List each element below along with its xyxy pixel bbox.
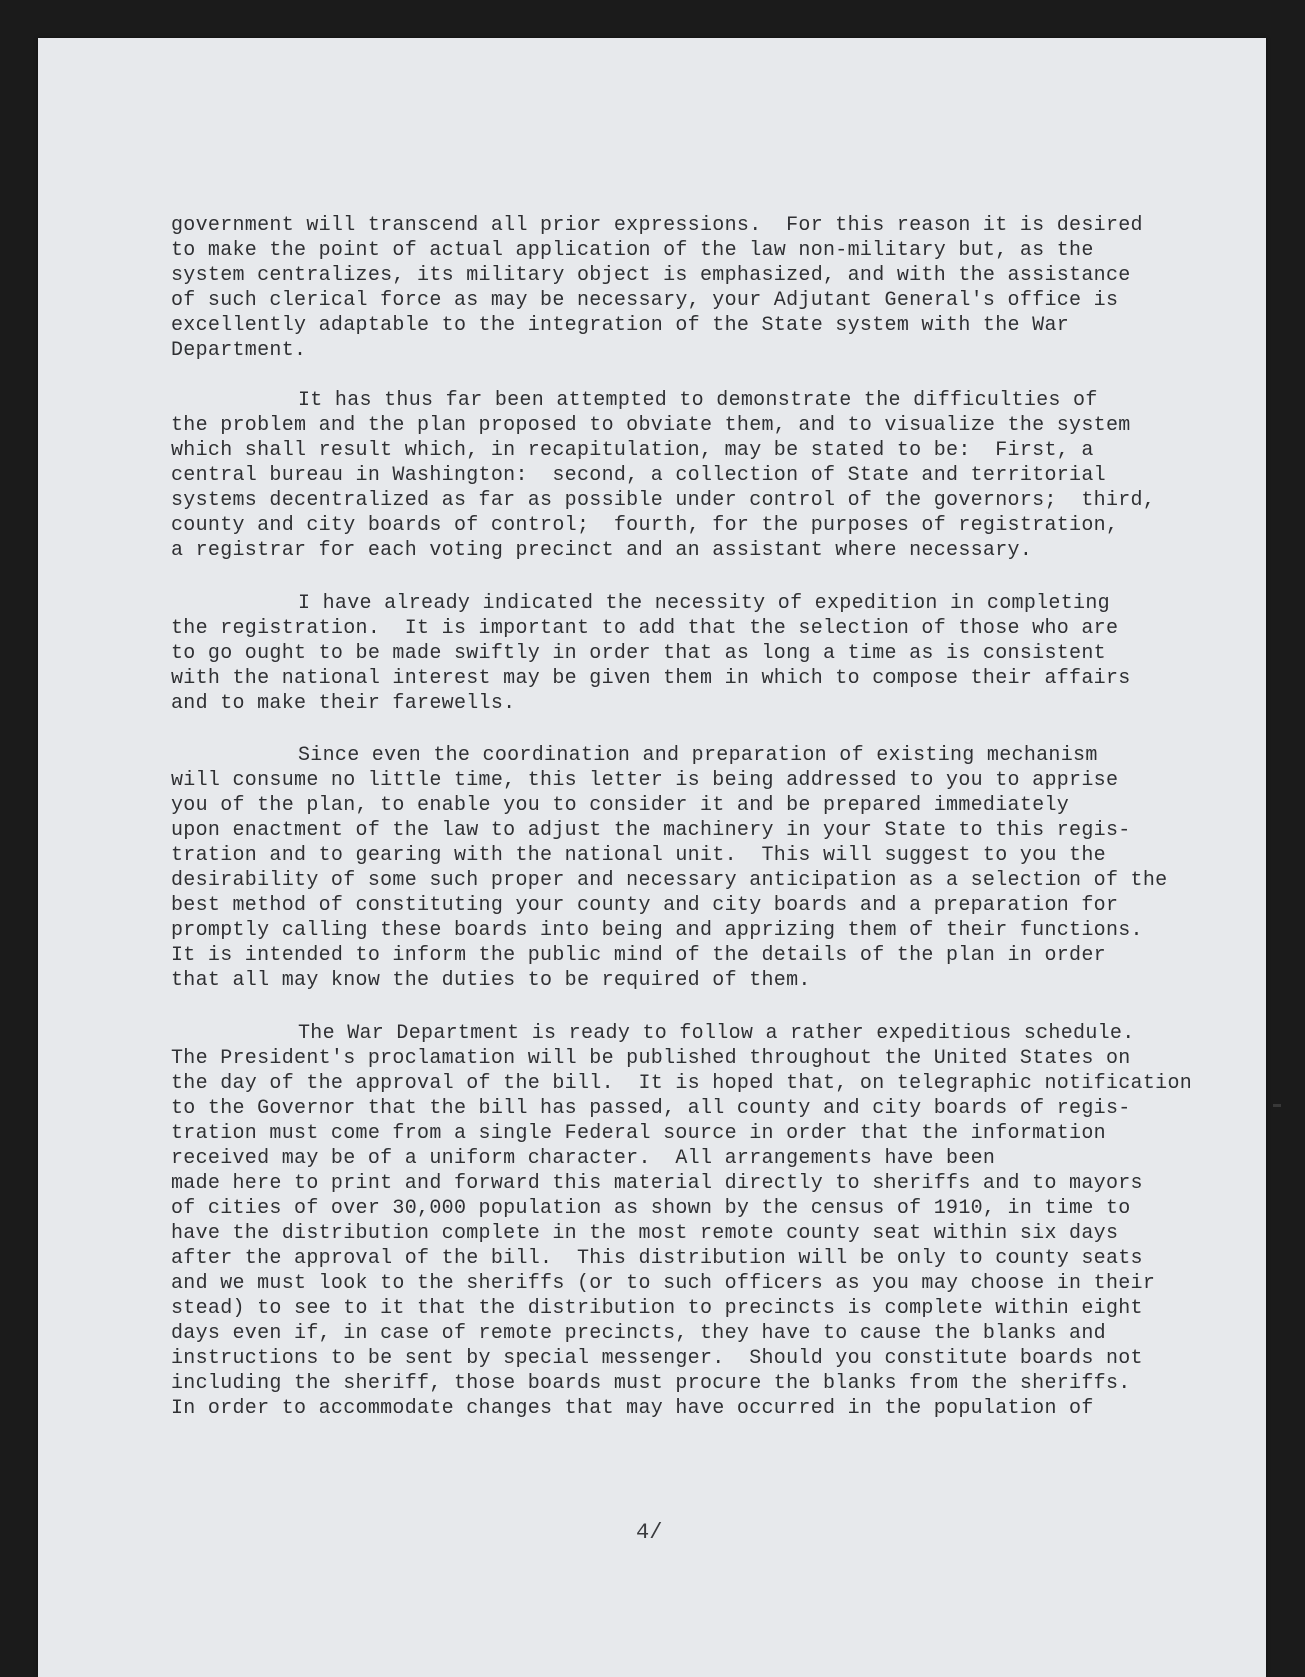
document-page bbox=[38, 38, 1266, 1677]
text-line: central bureau in Washington: second, a collection of State and territorial bbox=[171, 464, 1106, 487]
text-line: to go ought to be made swiftly in order that as long a time as is consistent bbox=[171, 642, 1106, 665]
text-line: county and city boards of control; fourth, for the purposes of registration, bbox=[171, 514, 1119, 537]
text-line: of cities of over 30,000 population as shown by the census of 1910, in time to bbox=[171, 1197, 1131, 1220]
text-line: Department. bbox=[171, 339, 307, 362]
text-line: stead) to see to it that the distribution to precincts is complete within eight bbox=[171, 1297, 1143, 1320]
text-line: made here to print and forward this material directly to sheriffs and to mayors bbox=[171, 1172, 1143, 1195]
text-line: received may be of a uniform character. All arrangements have been bbox=[171, 1147, 996, 1170]
text-line: Since even the coordination and preparation of existing mechanism bbox=[298, 744, 1098, 767]
text-line: The War Department is ready to follow a rather expeditious schedule. bbox=[298, 1022, 1135, 1045]
text-line: to make the point of actual application of the law non-military but, as the bbox=[171, 239, 1094, 262]
text-line: system centralizes, its military object is emphasized, and with the assistance bbox=[171, 264, 1131, 287]
page-number: 4/ bbox=[636, 1520, 663, 1545]
text-line: of such clerical force as may be necessary, your Adjutant General's office is bbox=[171, 289, 1119, 312]
text-line: and we must look to the sheriffs (or to such officers as you may choose in their bbox=[171, 1272, 1156, 1295]
text-line: that all may know the duties to be required of them. bbox=[171, 969, 811, 992]
text-line: the day of the approval of the bill. It is hoped that, on telegraphic notification bbox=[171, 1072, 1193, 1095]
text-line: which shall result which, in recapitulation, may be stated to be: First, a bbox=[171, 439, 1094, 462]
text-line: upon enactment of the law to adjust the machinery in your State to this regis- bbox=[171, 819, 1131, 842]
text-line: systems decentralized as far as possible under control of the governors; third, bbox=[171, 489, 1156, 512]
text-line: a registrar for each voting precinct and an assistant where necessary. bbox=[171, 539, 1033, 562]
text-line: and to make their farewells. bbox=[171, 692, 516, 715]
text-line: you of the plan, to enable you to consider it and be prepared immediately bbox=[171, 794, 1070, 817]
text-line: I have already indicated the necessity of expedition in completing bbox=[298, 592, 1110, 615]
text-line: will consume no little time, this letter is being addressed to you to apprise bbox=[171, 769, 1119, 792]
text-line: the registration. It is important to add that the selection of those who are bbox=[171, 617, 1119, 640]
text-line: to the Governor that the bill has passed, all county and city boards of regis- bbox=[171, 1097, 1131, 1120]
text-line: the problem and the plan proposed to obviate them, and to visualize the system bbox=[171, 414, 1131, 437]
text-line: The President's proclamation will be published throughout the United States on bbox=[171, 1047, 1131, 1070]
text-line: desirability of some such proper and necessary anticipation as a selection of the bbox=[171, 869, 1168, 892]
text-line: instructions to be sent by special messenger. Should you constitute boards not bbox=[171, 1347, 1143, 1370]
text-line: tration must come from a single Federal source in order that the information bbox=[171, 1122, 1106, 1145]
text-line: promptly calling these boards into being and apprizing them of their functions. bbox=[171, 919, 1143, 942]
text-line: after the approval of the bill. This distribution will be only to county seats bbox=[171, 1247, 1143, 1270]
text-line: In order to accommodate changes that may have occurred in the population of bbox=[171, 1397, 1094, 1420]
text-line: It is intended to inform the public mind of the details of the plan in order bbox=[171, 944, 1106, 967]
text-line: including the sheriff, those boards must procure the blanks from the sheriffs. bbox=[171, 1372, 1131, 1395]
text-line: days even if, in case of remote precincts, they have to cause the blanks and bbox=[171, 1322, 1106, 1345]
text-line: tration and to gearing with the national unit. This will suggest to you the bbox=[171, 844, 1106, 867]
margin-mark bbox=[1273, 1104, 1281, 1107]
text-line: government will transcend all prior expressions. For this reason it is desired bbox=[171, 214, 1143, 237]
text-line: excellently adaptable to the integration of the State system with the War bbox=[171, 314, 1070, 337]
text-line: with the national interest may be given them in which to compose their affairs bbox=[171, 667, 1131, 690]
text-line: It has thus far been attempted to demonstrate the difficulties of bbox=[298, 389, 1098, 412]
text-line: have the distribution complete in the most remote county seat within six days bbox=[171, 1222, 1119, 1245]
text-line: best method of constituting your county and city boards and a preparation for bbox=[171, 894, 1119, 917]
